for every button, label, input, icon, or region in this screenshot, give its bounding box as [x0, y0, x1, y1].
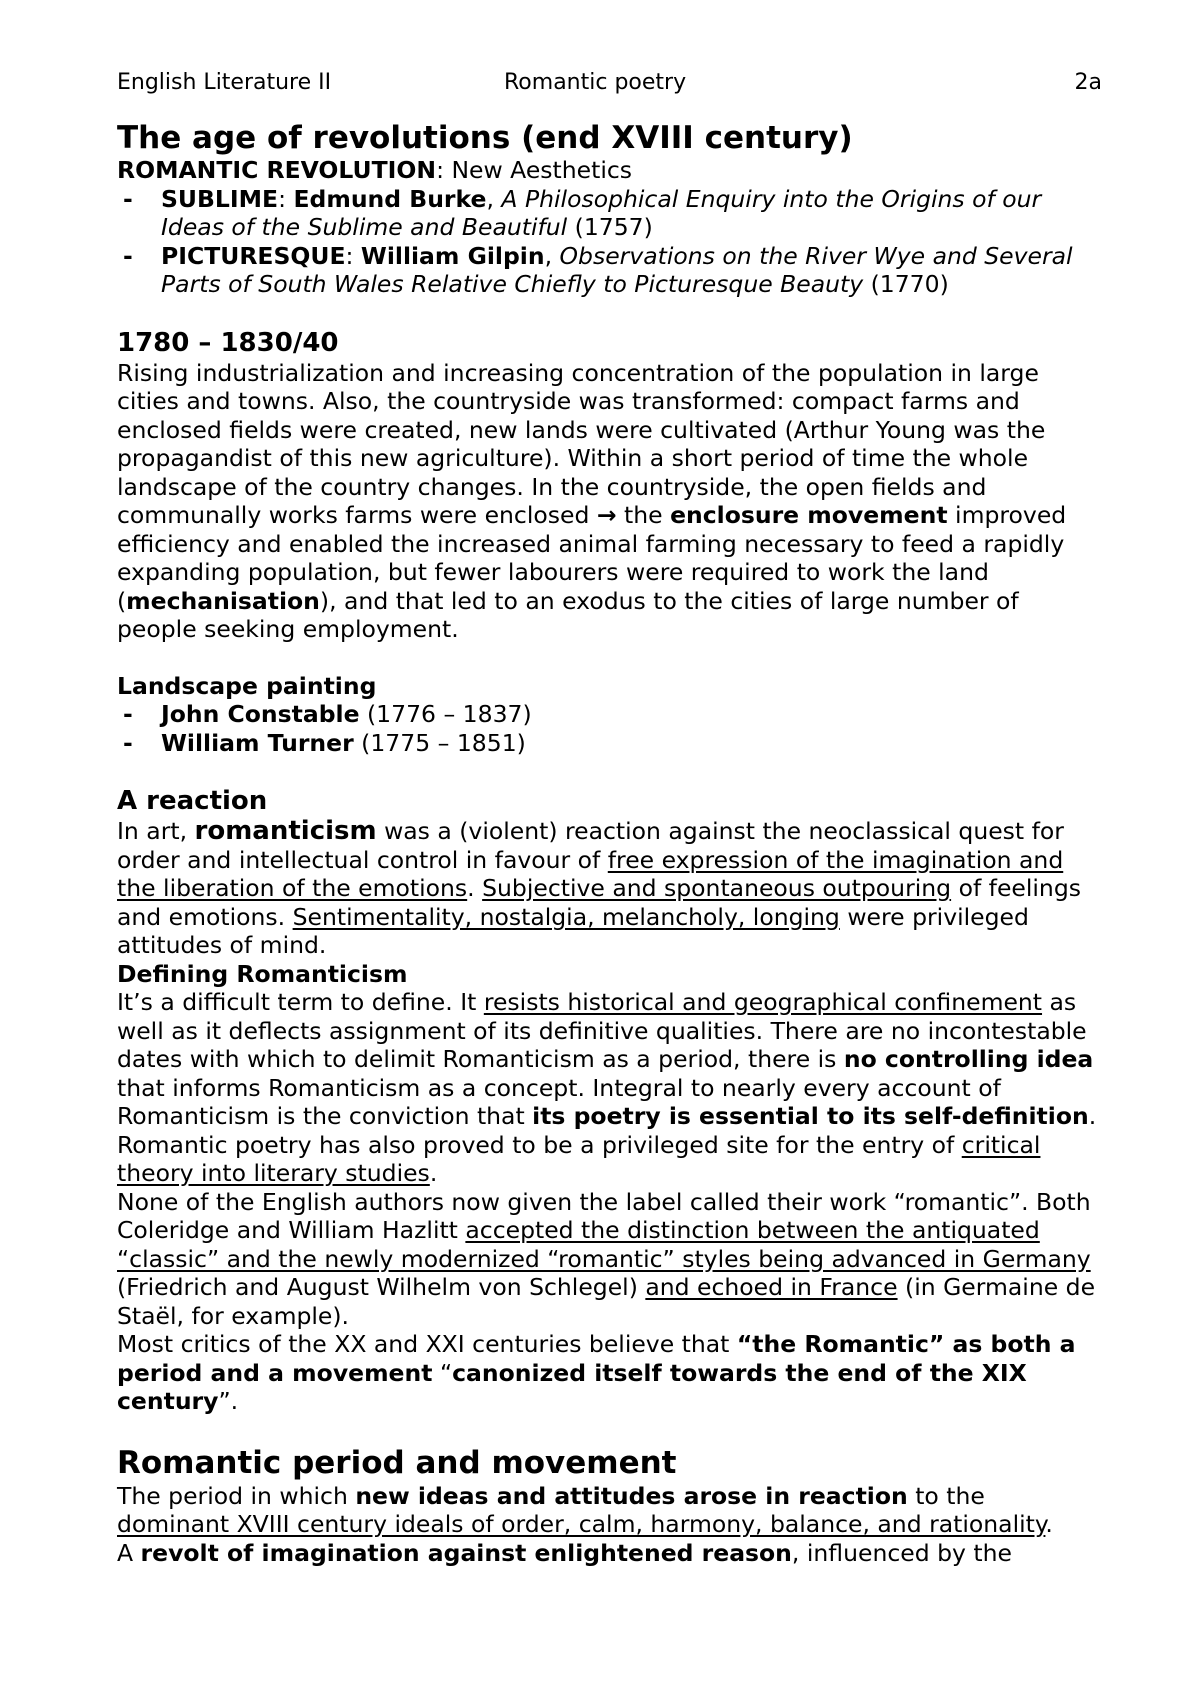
english-authors-paragraph — [117, 1188, 1102, 1331]
author-name: Edmund Burke — [293, 184, 487, 213]
work-title: A Philosophical Enquiry into the Origins of our Ideas of the Sublime and Beautiful — [161, 184, 1042, 241]
list-item-picturesque — [117, 242, 1102, 299]
section-title-dates: 1780 – 1830/40 — [117, 327, 339, 358]
romantic-revolution-line — [117, 156, 1102, 185]
header-course: English Literature II — [117, 70, 332, 95]
reaction-paragraph — [117, 817, 1102, 960]
document-page — [117, 68, 1102, 1567]
underlined-phrase: Subjective and spontaneous outpouring — [482, 874, 952, 902]
paragraph-text: was a (violent) reaction against the neoclassical quest for order and intellectual control in favour of — [117, 817, 1064, 874]
paragraph-text: (Friedrich and August Wilhelm von Schlegel) — [117, 1273, 646, 1301]
paragraph-text: Most critics of the XX and XXI centuries believe that — [117, 1330, 737, 1358]
separator: : — [278, 184, 294, 213]
bold-phrase: “the Romantic” as both a period and a movement — [117, 1330, 1076, 1387]
sublime-label: SUBLIME — [161, 184, 279, 213]
painters-list — [117, 700, 1102, 757]
mechanisation-term: mechanisation — [126, 586, 320, 615]
separator: , — [544, 241, 560, 270]
page-header — [117, 68, 1102, 98]
revolt-paragraph — [117, 1539, 1102, 1568]
paragraph-text: A — [117, 1538, 141, 1567]
new-aesthetics-text: : New Aesthetics — [436, 156, 633, 184]
header-page-number: 2a — [1074, 70, 1102, 95]
author-name: William Gilpin — [360, 241, 545, 270]
paragraph-text: as well as it deflects assignment of its definitive qualities. There are no incontestable dates with which to delimit Romanticism as a period, there is — [117, 988, 1087, 1073]
section-title-age-of-revolutions: The age of revolutions (end XVIII century) — [117, 120, 853, 156]
separator: : — [345, 241, 361, 270]
industrialization-paragraph — [117, 359, 1102, 644]
right-arrow-icon: → — [596, 501, 617, 529]
critics-paragraph — [117, 1330, 1102, 1416]
bold-phrase: revolt of imagination against enlightened reason — [140, 1538, 792, 1567]
paragraph-text: ), and that led to an exodus to the cities of large number of people seeking employment. — [117, 586, 1019, 643]
paragraph-text: . Romantic poetry has also proved to be a privileged site for the entry of — [117, 1102, 1097, 1159]
underlined-phrase: Sentimentality, nostalgia, melancholy, longing — [292, 902, 840, 931]
paragraph-text: of feelings and emotions. — [117, 874, 1081, 931]
period-paragraph — [117, 1482, 1102, 1539]
section-title-romantic-period: Romantic period and movement — [117, 1444, 677, 1481]
bold-phrase: no controlling idea — [843, 1045, 1094, 1073]
painter-dates: (1776 – 1837) — [359, 700, 532, 728]
spacer — [117, 299, 1102, 327]
paragraph-text: Rising industrialization and increasing concentration of the population in large cities and towns. Also, the countryside was transformed: compact farms and enclosed fields were created, new lands were cultivated (Arthur Young was the propagandist of this new agriculture). Within a short period of time the whole landscape of the country changes. In the countryside, the open fields and communally works farms were enclosed — [117, 358, 1046, 529]
underlined-phrase: free expression of the imagination and the liberation of the emotions — [117, 845, 1064, 902]
painter-name: William Turner — [161, 728, 354, 757]
romantic-revolution-label: ROMANTIC REVOLUTION — [117, 156, 437, 184]
list-item-painter — [117, 700, 1102, 729]
paragraph-text: . — [429, 1159, 438, 1187]
paragraph-text: were privileged attitudes of mind. — [117, 902, 1029, 959]
paragraph-text: The period in which — [117, 1481, 356, 1510]
underlined-phrase: critical theory into literary studies — [117, 1130, 1041, 1187]
bold-phrase: its poetry is essential to its self-definition — [532, 1102, 1089, 1130]
paragraph-text: “ — [432, 1358, 453, 1387]
paragraph-text: , influenced by the — [791, 1538, 1012, 1567]
paragraph-text: None of the English authors now given the label called their work “romantic”. Both Coleridge and William Hazlitt — [117, 1187, 1091, 1244]
romanticism-term: romanticism — [194, 816, 377, 846]
paragraph-text: improved efficiency and enabled the increased animal farming necessary to feed a rapidly expanding population, but fewer labourers were required to work the land ( — [117, 501, 1067, 615]
underlined-phrase: and echoed in France — [645, 1273, 898, 1301]
paragraph-text: In art, — [117, 817, 195, 845]
picturesque-label: PICTURESQUE — [161, 241, 346, 270]
painter-name: John Constable — [161, 700, 360, 728]
paragraph-text: the — [616, 501, 671, 529]
paragraph-text: . — [467, 874, 483, 902]
list-item-sublime — [117, 185, 1102, 242]
underlined-phrase: resists historical and geographical confinement — [483, 988, 1043, 1016]
paragraph-text: It’s a difficult term to define. It — [117, 988, 484, 1016]
bold-phrase: canonized itself towards the end of the XIX century — [117, 1358, 1027, 1415]
paragraph-text: . — [1045, 1510, 1053, 1538]
paragraph-text: ”. — [218, 1387, 239, 1415]
separator: , — [486, 184, 502, 213]
spacer — [117, 1416, 1102, 1444]
paragraph-text: that informs Romanticism as a concept. Integral to nearly every account of Romanticism is the conviction that — [117, 1073, 1001, 1130]
spacer — [117, 644, 1102, 672]
header-topic: Romantic poetry — [504, 70, 687, 95]
section-title-landscape-painting: Landscape painting — [117, 671, 377, 700]
work-year: (1757) — [567, 213, 653, 241]
paragraph-text: to the — [907, 1481, 985, 1510]
underlined-phrase: dominant XVIII century ideals of order, calm, harmony, balance, and rationality — [117, 1510, 1046, 1538]
underlined-phrase: accepted the distinction between the antiquated “classic” and the newly modernized “romantic” styles being advanced in Germany — [117, 1216, 1091, 1273]
enclosure-movement-term: enclosure movement — [670, 501, 948, 529]
paragraph-text: (in Germaine de Staël, for example). — [117, 1273, 1096, 1330]
list-item-painter — [117, 729, 1102, 758]
bold-phrase: new ideas and attitudes arose in reaction — [355, 1481, 908, 1510]
work-title: Observations on the River Wye and Several Parts of South Wales Relative Chiefly to Picturesque Beauty — [161, 241, 1073, 298]
painter-dates: (1775 – 1851) — [353, 728, 526, 757]
spacer — [117, 757, 1102, 785]
section-title-a-reaction: A reaction — [117, 786, 268, 816]
work-year: (1770) — [863, 270, 949, 298]
defining-paragraph — [117, 988, 1102, 1188]
subsection-title-defining-romanticism: Defining Romanticism — [117, 959, 408, 988]
aesthetics-list — [117, 185, 1102, 299]
